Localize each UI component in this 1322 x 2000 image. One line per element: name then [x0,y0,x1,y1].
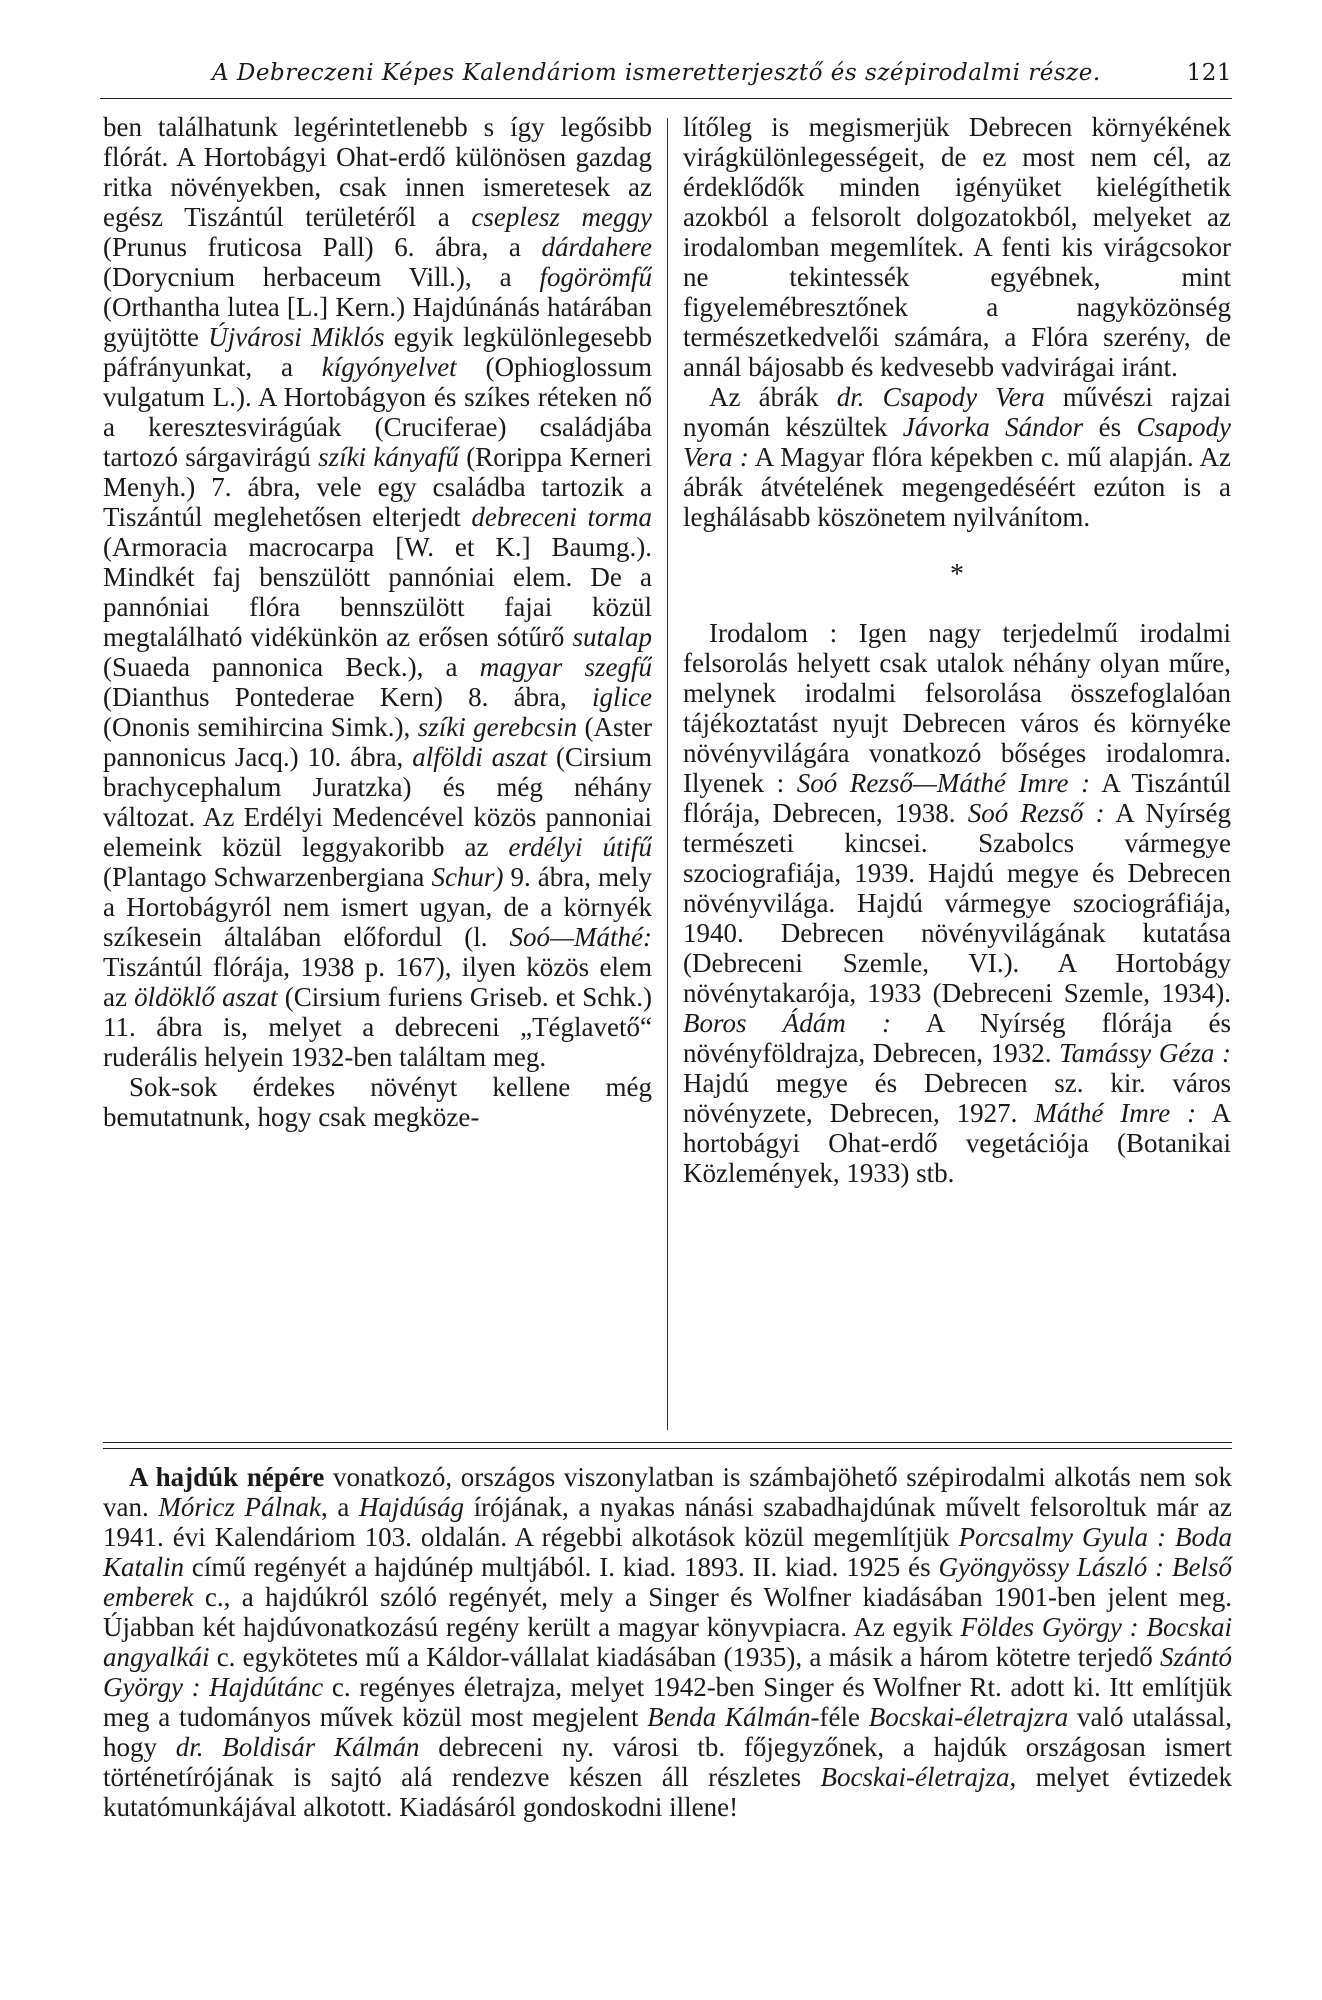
text-run: (Plantago Schwarzenbergiana [103,862,432,892]
text-run: (Armoracia macrocarpa [W. et K.] Baumg.). Mindkét faj benszülött pannóniai elem. De a pannóniai flóra bennszülött fajai közül megtalálható vidékünkön az erősen sótűrő [103,532,652,652]
text-run: című regényét a hajdúnép multjából. I. kiad. 1893. II. kiad. 1925 és [184,1552,939,1582]
text-run: (Ophioglossum vulgatum L.). A Hortobágyon és szíkes réteken nő a keresztesvirágúak (Cruciferae) családjába tartozó sárgavirágú [103,352,652,472]
work-title: Porcsalmy Gyula : Boda Katalin [103,1522,1232,1582]
work-title: Bocskai-életrajza [820,1762,1010,1792]
author-name: Soó—Máthé: [509,922,652,952]
text-run: (Prunus fruticosa Pall) 6. ábra, a [103,232,542,262]
author-name: Máthé Imre : [1034,1098,1197,1128]
text-run: való utalással, hogy [103,1702,1232,1762]
text-run: (Suaeda pannonica Beck.), a [103,652,480,682]
column-divider [667,118,668,1430]
text-run: Az ábrák [709,382,837,412]
author-name: Soó Rezső—Máthé Imre : [796,768,1091,798]
plant-name: kígyónyelvet [321,352,457,382]
literature-paragraph [683,618,1231,1188]
text-run: (Cirsium furiens Griseb. et Schk.) 11. ábra is, melyet a debreceni „Téglavető“ ruderális helyein 1932-ben találtam meg. [103,982,652,1072]
text-run: A Tiszántúl flórája, Debrecen, 1938. [683,768,1232,828]
author-name: Tamássy Géza : [1059,1038,1231,1068]
text-run: (Orthantha lutea [L.] Kern.) Hajdúnánás határában gyüjtötte [103,292,652,352]
text-run: 9. ábra, mely a Hortobágyról nem ismert ugyan, de a környék szíkesein általában előfordul (l. [103,862,652,952]
section-separator: * [950,559,964,590]
running-header [100,58,1232,99]
text-run: (Ononis semihircina Simk.), [103,712,418,742]
plant-name: szíki gerebcsin [417,712,578,742]
person-name: Csapody Vera : [683,412,1231,472]
work-title: Földes György : Bocskai angyalkái [103,1612,1233,1672]
right-paragraph-1: lítőleg is megismerjük Debrecen környékének virágkülönlegességeit, de ez most nem cél, az érdeklődők minden igényüket kielégíthetik azokból a felsorolt dolgozatokból, melyeket az irodalomban megemlítek. A fenti kis virágcsokor ne tekintessék egyébnek, mint figyelemébresztőnek a nagyközönség természetkedvelői számára, a Flóra szerény, de annál bájosabb és kedvesebb vadvirágai iránt. [683,112,1231,382]
plant-name: dárdahere [541,232,652,262]
text-run: (Rorippa Kerneri Menyh.) 7. ábra, vele egy családba tartozik a Tiszántúl meglehetősen elterjedt [103,442,652,532]
text-run: c., a hajdúkról szóló regényét, mely a Singer és Wolfner kiadásában 1901-ben jelent meg. Újabban két hajdúvonatkozású regény került a magyar könyvpiacra. Az egyik [103,1582,1232,1642]
plant-name: öldöklő aszat [134,982,278,1012]
plant-name: erdélyi útifű [508,832,652,862]
author-name: Soó Rezső : [967,798,1105,828]
text-run: és [1083,412,1137,442]
left-paragraph-2: Sok-sok érdekes növényt kellene még bemutatnunk, hogy csak megköze- [103,1072,652,1132]
person-name: Újvárosi Miklós [208,322,385,352]
text-run: debreceni ny. városi tb. főjegyzőnek, a hajdúk országosan ismert történetírójának is sajtó alá rendezve készen áll részletes [103,1732,1232,1792]
hajduk-paragraph [103,1462,1232,1822]
author-name: Schur) [431,862,504,892]
left-column [103,112,652,1432]
plant-name: cseplesz meggy [471,202,652,232]
text-run: A Nyírség természeti kincsei. Szabolcs vármegye szociografiája, 1939. Hajdú megye és Debrecen növényvilága. Hajdú vármegye szociográfiája, 1940. Debrecen növényvilágának kutatása (Debreceni Szemle, VI.). A Hortobágy növénytakarója, 1933 (Debreceni Szemle, 1934). [683,798,1231,1008]
plant-name: alföldi aszat [412,742,548,772]
person-name: Jávorka Sándor [902,412,1084,442]
text-run: A Magyar flóra képekben c. mű alapján. Az ábrák átvételének megengedéséért ezúton is a leghálásabb köszönetem nyilvánítom. [683,442,1231,532]
plant-name: fogörömfű [539,262,652,292]
text-run: c. egykötetes mű a Káldor-vállalat kiadásában (1935), a másik a három kötetre terjedő [209,1642,1160,1672]
text-run: (Dorycnium herbaceum Vill.), a [103,262,540,292]
text-run: (Dianthus Pontederae Kern) 8. ábra, [103,682,593,712]
text-run: Tiszántúl flórája, 1938 p. 167), ilyen közös elem az [103,952,652,1012]
work-title: Hajdúság [358,1492,464,1522]
text-run: művészi rajzai nyomán készültek [683,382,1231,442]
plant-name: debreceni torma [471,502,652,532]
right-paragraph-2 [683,382,1231,532]
work-title: Bocskai-életrajzra [868,1702,1069,1732]
text-run: (Aster pannonicus Jacq.) 10. ábra, [103,712,652,772]
text-run: ben találhatunk legérintetlenebb s így legősibb flórát. A Hortobágyi Ohat-erdő különösen gazdag ritka növényekben, csak innen ismeretesek az egész Tiszántúl területéről a [103,112,652,232]
plant-name: sutalap [572,622,652,652]
plant-name: szíki kányafű [318,442,459,472]
work-title: Gyöngyössy László : Belső emberek [103,1552,1232,1612]
page-number: 121 [1186,60,1232,86]
text-run: vonatkozó, országos viszonylatban is számbajöhető szépirodalmi alkotás nem sok van. [103,1462,1233,1522]
text-run: Irodalom : Igen nagy terjedelmű irodalmi felsorolás helyett csak utalok néhány olyan műre, melynek irodalmi felsorolása összefoglalóan tájékoztatást nyujt Debrecen város és környéke növényvilágára vonatkozó bőséges irodalomra. Ilyenek : [683,618,1231,798]
left-paragraph-1 [103,112,652,1072]
text-run: írójának, a nyakas nánási szabadhajdúnak művelt felsoroltuk már az 1941. évi Kalendáriom 103. oldalán. A régebbi alkotások közül megemlítjük [103,1492,1232,1552]
header-title: A Debreczeni Képes Kalendáriom ismeretterjesztő és szépirodalmi része. [212,60,1101,86]
person-name: dr. Csapody Vera [836,382,1045,412]
plant-name: iglice [592,682,652,712]
text-run: -féle [810,1702,869,1732]
text-run: A Nyírség flórája és növényföldrajza, Debrecen, 1932. [683,1008,1231,1068]
article-lead: A hajdúk népére [129,1462,325,1492]
work-title: Szántó György : Hajdútánc [103,1642,1232,1702]
right-column [683,112,1231,1188]
text-run: (Cirsium brachycephalum Juratzka) és még néhány változat. Az Erdélyi Medencével közös pannoniai elemeink közül leggyakoribb az [103,742,652,862]
plant-name: magyar szegfű [479,652,652,682]
author-name: Móricz Pálnak [158,1492,321,1522]
double-rule-divider [103,1442,1232,1449]
text-run: Hajdú megye és Debrecen sz. kir. város növényzete, Debrecen, 1927. [683,1068,1231,1128]
text-run: egyik legkülönlegesebb páfrányunkat, a [103,322,652,382]
author-name: dr. Boldisár Kálmán [175,1732,420,1762]
text-run: A hortobágyi Ohat-erdő vegetációja (Botanikai Közlemények, 1933) stb. [683,1098,1231,1188]
hajduk-article [103,1462,1232,1822]
text-run: c. regényes életrajza, melyet 1942-ben Singer és Wolfner Rt. adott ki. Itt említjük meg a tudományos művek közül most megjelent [103,1672,1232,1732]
text-run: , melyet évtizedek kutatómunkájával alkotott. Kiadásáról gondoskodni illene! [103,1762,1232,1822]
author-name: Boros Ádám : [683,1008,892,1038]
text-run: , a [320,1492,359,1522]
author-name: Benda Kálmán [647,1702,811,1732]
